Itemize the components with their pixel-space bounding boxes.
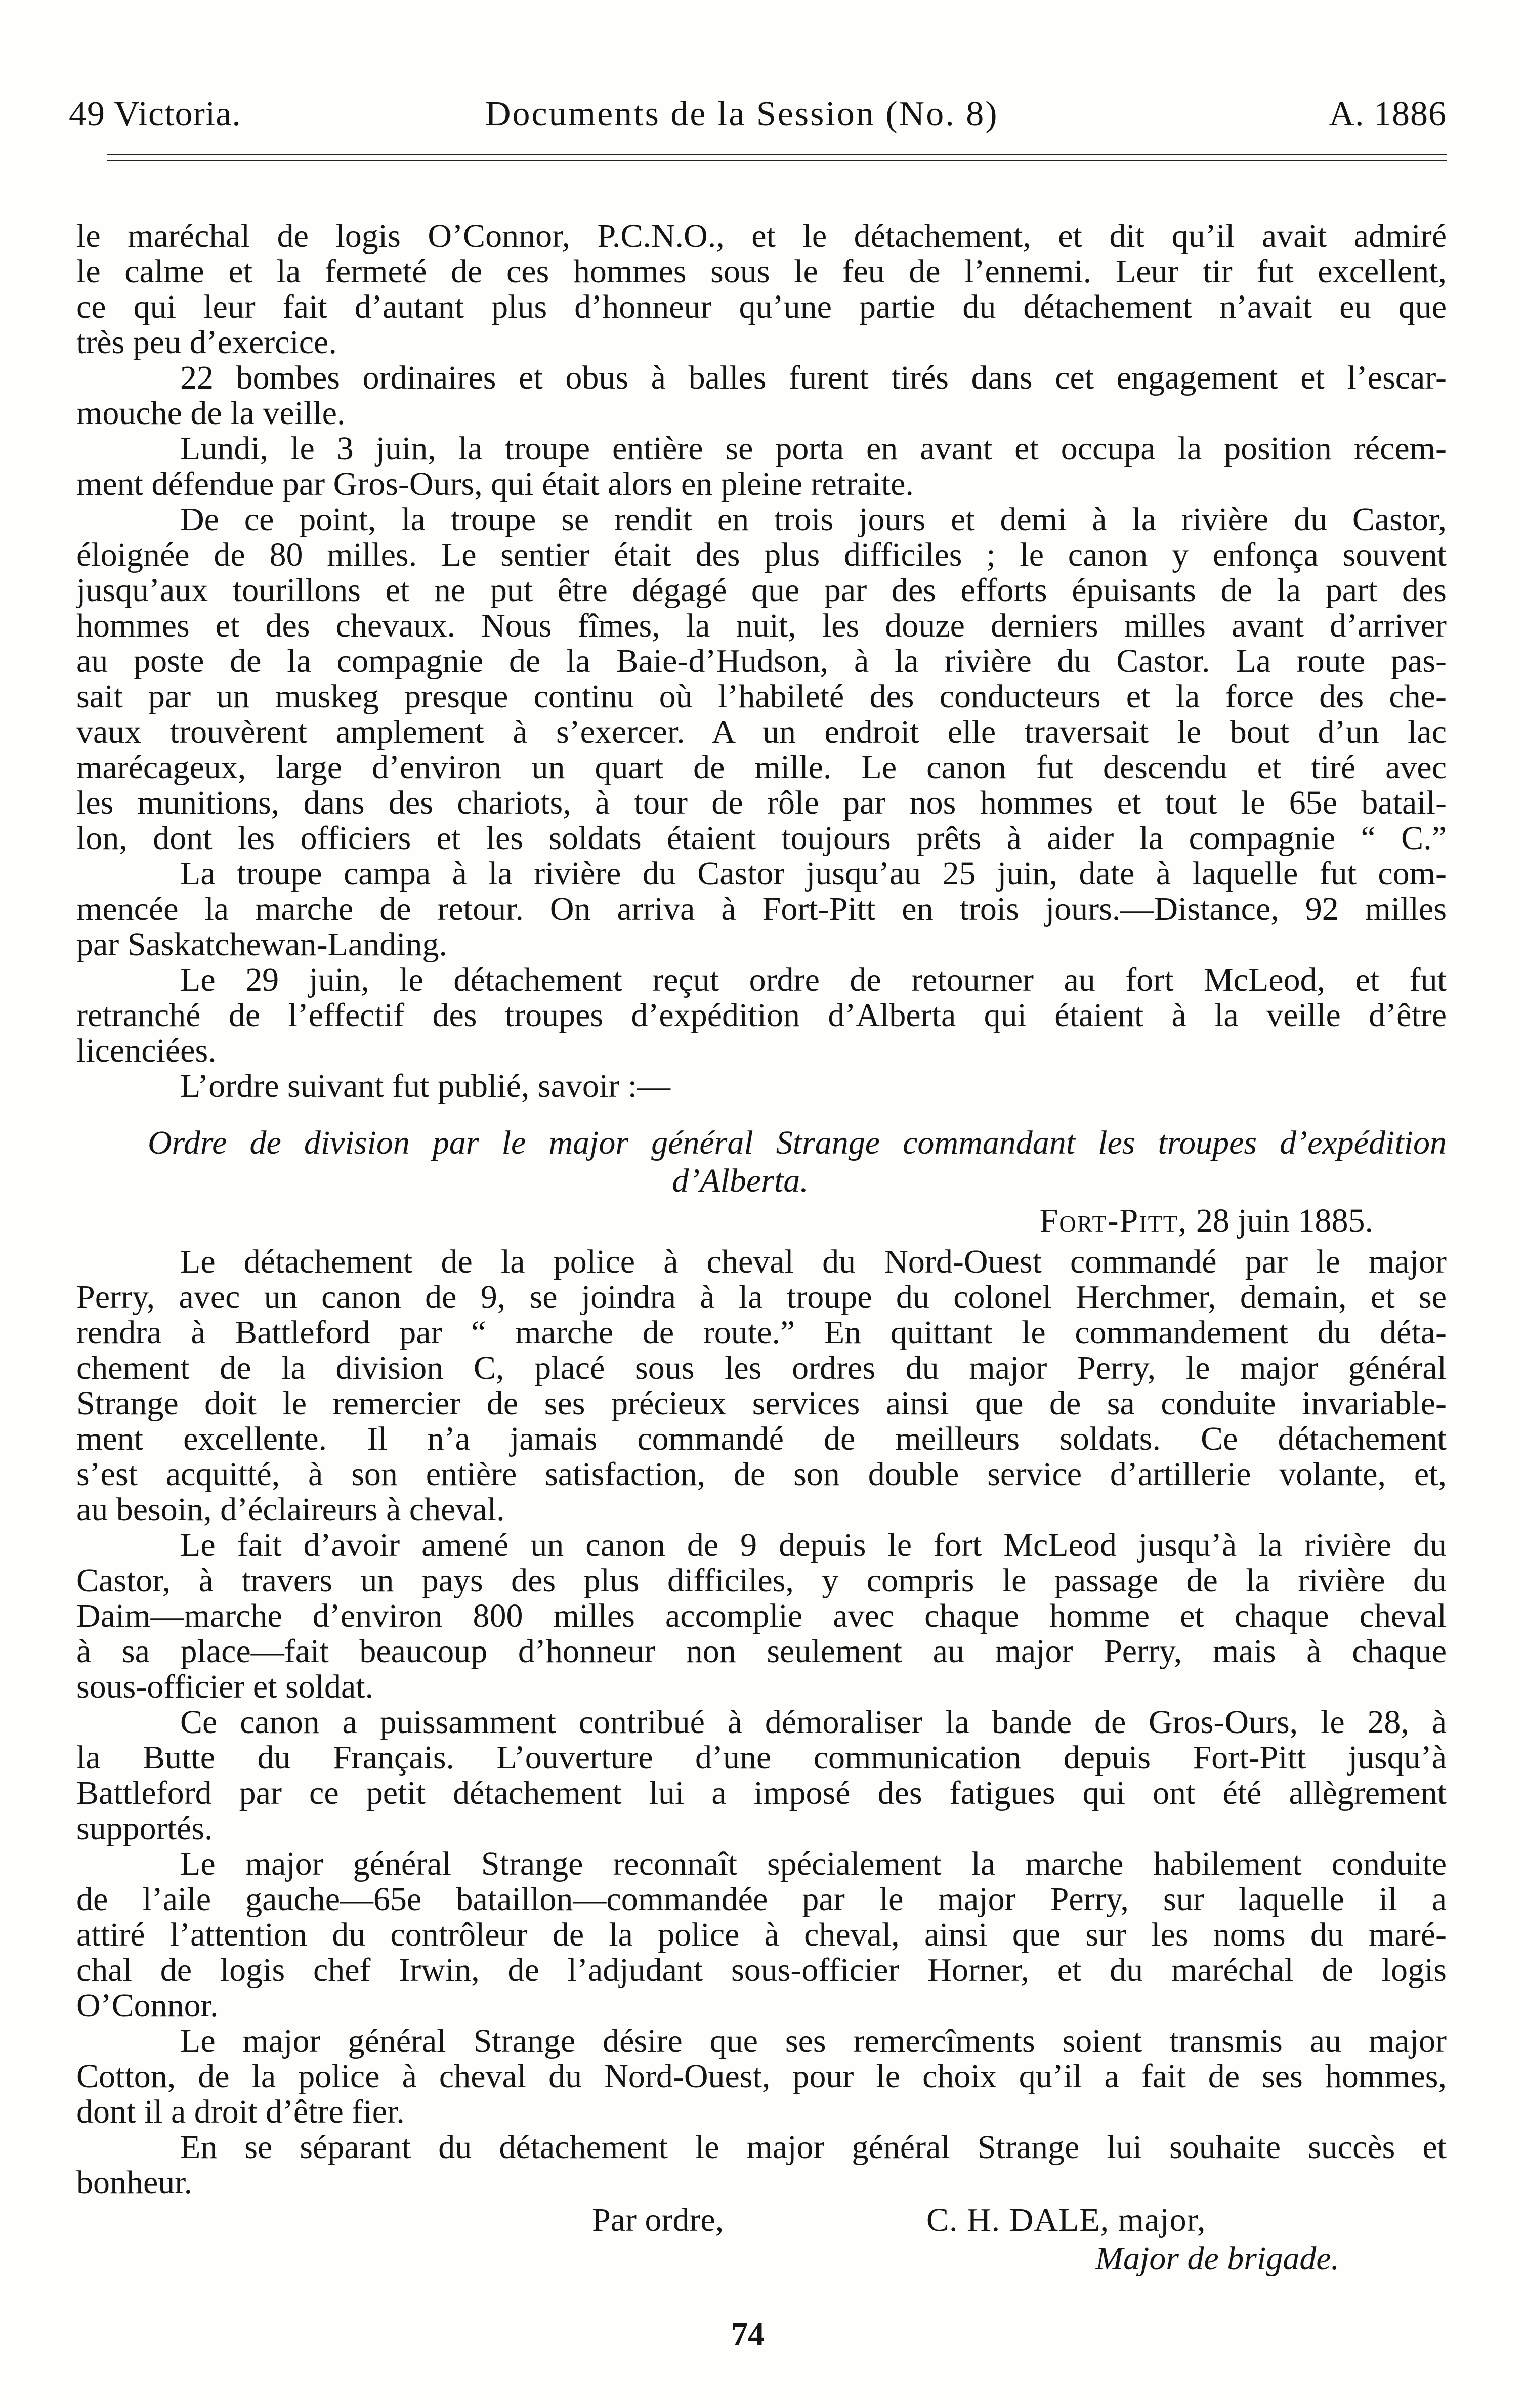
text-line: rendra à Battleford par “ marche de route.” En quittant le commandement du déta- — [76, 1315, 1447, 1350]
text-line: Ce canon a puissamment contribué à démoraliser la bande de Gros-Ours, le 28, à — [180, 1705, 1447, 1740]
text-line: Battleford par ce petit détachement lui a imposé des fatigues qui ont été allègrement — [76, 1776, 1447, 1811]
text-line: O’Connor. — [76, 1988, 219, 2023]
text-line: supportés. — [76, 1811, 213, 1846]
text-line: au poste de la compagnie de la Baie-d’Hudson, à la rivière du Castor. La route pas- — [76, 644, 1447, 679]
text-line: le calme et la fermeté de ces hommes sous le feu de l’ennemi. Leur tir fut excellent, — [76, 254, 1447, 289]
text-line: au besoin, d’éclaireurs à cheval. — [76, 1492, 505, 1528]
text-line: Perry, avec un canon de 9, se joindra à la troupe du colonel Herchmer, demain, et se — [76, 1280, 1447, 1315]
paragraph — [76, 219, 1447, 360]
running-header-title: Documents de la Session (No. 8) — [485, 95, 999, 134]
text-line: s’est acquitté, à son entière satisfaction, de son double service d’artillerie volante, et, — [76, 1457, 1447, 1492]
text-line: Cotton, de la police à cheval du Nord-Ouest, pour le choix qu’il a fait de ses hommes, — [76, 2059, 1447, 2094]
text-line: chement de la division C, placé sous les ordres du major Perry, le major général — [76, 1350, 1447, 1386]
text-line: Daim—marche d’environ 800 milles accomplie avec chaque homme et chaque cheval — [76, 1598, 1447, 1634]
text-line: De ce point, la troupe se rendit en trois jours et demi à la rivière du Castor, — [180, 502, 1447, 537]
division-order — [76, 1124, 1447, 2276]
paragraph — [76, 360, 1447, 431]
running-header-session: 49 Victoria. — [69, 95, 241, 134]
text-line: attiré l’attention du contrôleur de la police à cheval, ainsi que sur les noms du maré- — [76, 1917, 1447, 1953]
text-line: les munitions, dans des chariots, à tour de rôle par nos hommes et tout le 65e batail- — [76, 785, 1447, 821]
order-title-line: d’Alberta. — [672, 1162, 809, 1199]
order-body — [76, 1244, 1447, 2201]
text-line: chal de logis chef Irwin, de l’adjudant sous-officier Horner, et du maréchal de logis — [76, 1953, 1447, 1988]
paragraph — [76, 856, 1447, 962]
text-line: mouche de la veille. — [76, 396, 346, 431]
paragraph — [76, 431, 1447, 502]
text-line: En se séparant du détachement le major général Strange lui souhaite succès et — [180, 2130, 1447, 2165]
order-title-line: Ordre de division par le major général Strange commandant les troupes d’expédition — [148, 1124, 1447, 1161]
text-line: marécageux, large d’environ un quart de mille. Le canon fut descendu et tiré avec — [76, 750, 1447, 785]
paragraph — [76, 502, 1447, 856]
text-line: de l’aile gauche—65e bataillon—commandée par le major Perry, sur laquelle il a — [76, 1882, 1447, 1917]
signature-name: C. H. DALE, major, — [926, 2202, 1206, 2238]
order-date: 28 juin 1885. — [1196, 1203, 1373, 1239]
text-line: Le détachement de la police à cheval du Nord-Ouest commandé par le major — [180, 1244, 1447, 1280]
header-double-rule — [107, 154, 1447, 161]
paragraph — [76, 1244, 1447, 1528]
paragraph — [76, 2130, 1447, 2201]
text-line: L’ordre suivant fut publié, savoir :— — [180, 1069, 671, 1104]
text-line: retranché de l’effectif des troupes d’expédition d’Alberta qui étaient à la veille d’être — [76, 998, 1447, 1033]
text-line: bonheur. — [76, 2165, 193, 2201]
text-line: ce qui leur fait d’autant plus d’honneur qu’une partie du détachement n’avait eu que — [76, 289, 1447, 325]
order-place: Fort-Pitt, — [1039, 1203, 1188, 1239]
text-line: Le major général Strange désire que ses remercîments soient transmis au major — [180, 2023, 1447, 2059]
page-number: 74 — [731, 2316, 765, 2353]
text-line: Le 29 juin, le détachement reçut ordre de retourner au fort McLeod, et fut — [180, 962, 1447, 998]
text-line: sous-officier et soldat. — [76, 1669, 374, 1705]
paragraph — [76, 1528, 1447, 1705]
text-line: Castor, à travers un pays des plus difficiles, y compris le passage de la rivière du — [76, 1563, 1447, 1598]
text-line: sait par un muskeg presque continu où l’habileté des conducteurs et la force des che- — [76, 679, 1447, 714]
text-line: éloignée de 80 milles. Le sentier était des plus difficiles ; le canon y enfonça souvent — [76, 537, 1447, 573]
text-line: vaux trouvèrent amplement à s’exercer. A un endroit elle traversait le bout d’un lac — [76, 714, 1447, 750]
text-line: le maréchal de logis O’Connor, P.C.N.O., et le détachement, et dit qu’il avait admiré — [76, 219, 1447, 254]
text-line: Strange doit le remercier de ses précieux services ainsi que de sa conduite invariable- — [76, 1386, 1447, 1421]
text-line: très peu d’exercice. — [76, 325, 337, 360]
body-text — [76, 219, 1447, 2276]
paragraph — [76, 2023, 1447, 2130]
text-line: par Saskatchewan-Landing. — [76, 927, 448, 962]
paragraph — [76, 962, 1447, 1069]
text-line: La troupe campa à la rivière du Castor jusqu’au 25 juin, date à laquelle fut com- — [180, 856, 1447, 892]
text-line: 22 bombes ordinaires et obus à balles furent tirés dans cet engagement et l’escar- — [180, 360, 1447, 396]
paragraph — [76, 1069, 1447, 1104]
text-line: hommes et des chevaux. Nous fîmes, la nuit, les douze derniers milles avant d’arriver — [76, 608, 1447, 644]
signature-title: Major de brigade. — [1095, 2240, 1340, 2277]
paragraph — [76, 1846, 1447, 2023]
running-header-year: A. 1886 — [1329, 95, 1447, 134]
text-line: à sa place—fait beaucoup d’honneur non seulement au major Perry, mais à chaque — [76, 1634, 1447, 1669]
text-line: Le major général Strange reconnaît spécialement la marche habilement conduite — [180, 1846, 1447, 1882]
text-line: Le fait d’avoir amené un canon de 9 depuis le fort McLeod jusqu’à la rivière du — [180, 1528, 1447, 1563]
text-line: ment excellente. Il n’a jamais commandé de meilleurs soldats. Ce détachement — [76, 1421, 1447, 1457]
text-line: ment défendue par Gros-Ours, qui était alors en pleine retraite. — [76, 467, 914, 502]
text-line: Lundi, le 3 juin, la troupe entière se porta en avant et occupa la position récem- — [180, 431, 1447, 467]
text-line: mencée la marche de retour. On arriva à Fort-Pitt en trois jours.—Distance, 92 milles — [76, 892, 1447, 927]
paragraph — [76, 1705, 1447, 1846]
text-line: dont il a droit d’être fier. — [76, 2094, 405, 2130]
text-line: lon, dont les officiers et les soldats étaient toujours prêts à aider la compagnie “ C.” — [76, 821, 1447, 856]
text-line: licenciées. — [76, 1033, 217, 1069]
signature-title-line — [76, 2241, 1447, 2276]
signature-by-order: Par ordre, — [592, 2202, 724, 2238]
order-place-date — [76, 1203, 1447, 1239]
signature-line — [76, 2203, 1447, 2238]
text-line: la Butte du Français. L’ouverture d’une communication depuis Fort-Pitt jusqu’à — [76, 1740, 1447, 1776]
text-line: jusqu’aux tourillons et ne put être dégagé que par des efforts épuisants de la part des — [76, 573, 1447, 608]
